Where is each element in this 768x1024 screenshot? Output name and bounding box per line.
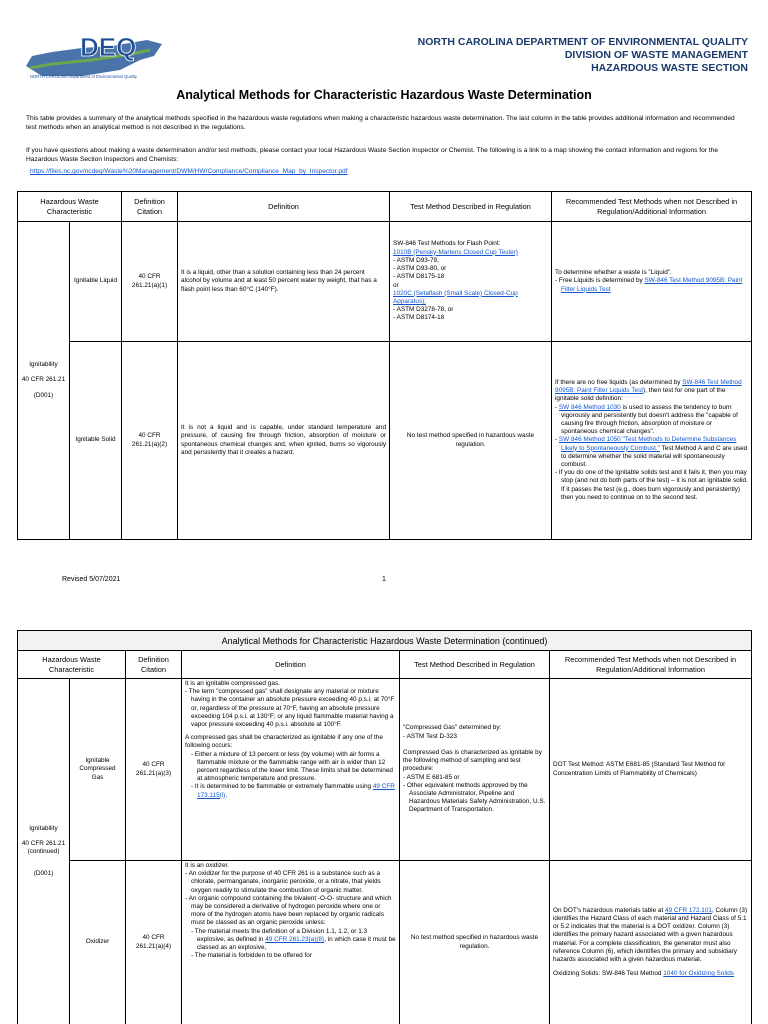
text: , in which case it must be classed as an explosive, <box>197 935 396 952</box>
logo-text: DEQ <box>80 32 137 62</box>
agency-line-1: NORTH CAROLINA DEPARTMENT OF ENVIRONMENTAL QUALITY <box>417 36 748 48</box>
text: Test Method A and C are used to determine whether the solid material will spontaneously combust. <box>561 444 748 468</box>
ignitability-continued: (continued) <box>27 848 60 855</box>
text: A compressed gas shall be characterized as ignitable if any one of the following occurs: <box>185 734 383 750</box>
table-row-oxidizer <box>18 861 752 1024</box>
ignitability-cfr: 40 CFR 261.21 <box>21 376 66 384</box>
ignitability-label: Ignitability <box>29 824 58 832</box>
table-row-ignitable-solid <box>18 342 752 540</box>
table-header-row <box>18 651 752 679</box>
header-test-method: Test Method Described in Regulation <box>390 192 552 222</box>
list-item <box>555 436 748 469</box>
oxidizer-test-method: No test method specified in hazardous waste regulation. <box>400 861 550 1024</box>
text: The material meets the definition of a Division 1.1, 1.2, or 1.3 explosive, as defined in <box>194 927 368 943</box>
header-recommended: Recommended Test Methods when not Described in Regulation/Additional Information <box>550 651 752 679</box>
revised-date: Revised 5/07/2021 <box>62 576 121 583</box>
text: ), then test for one part of the ignitable solid definition: <box>555 387 726 403</box>
method-9095b-link[interactable]: SW-846 Test Method 9095B: Paint Filter Liquids Test <box>555 378 742 395</box>
compressed-gas-type: Ignitable Compressed Gas <box>70 679 126 861</box>
ignitability-cell <box>18 679 70 1024</box>
header-characteristic: Hazardous Waste Characteristic <box>18 192 122 222</box>
list <box>403 774 546 815</box>
compressed-gas-test-method <box>400 679 550 861</box>
method-9095b-link[interactable]: SW-846 Test Method 9095B: Paint Filter Liquids Test <box>561 277 743 293</box>
compressed-gas-def-list <box>185 688 396 729</box>
compressed-gas-recommended: DOT Test Method: ASTM E681-85 (Standard Test Method for Concentration Limits of Flammability of Chemicals) <box>550 679 752 861</box>
oxidizer-def-list <box>185 870 396 927</box>
list-item: - The material is forbidden to be offered for <box>191 952 396 960</box>
list-item: - Either a mixture of 13 percent or less (by volume) with air forms a flammable mixture or the flammable range with air is wider than 12 percent regardless of the lower limit. These limits shall be determined at atmospheric temperature and pressure. <box>191 751 396 784</box>
text: It is determined to be flammable or extremely flammable using <box>194 783 372 791</box>
ignitable-liquid-type: Ignitable Liquid <box>70 222 122 342</box>
methods-table-page-1 <box>17 191 752 540</box>
solid-rec-list <box>555 404 748 502</box>
list-item: - ASTM Test D-323 <box>403 733 546 741</box>
oxidizer-recommended <box>550 861 752 1024</box>
document-title: Analytical Methods for Characteristic Hazardous Waste Determination <box>176 88 592 102</box>
method-1010b-list <box>393 257 548 282</box>
list-item: - ASTM E 681-85 or <box>403 774 546 782</box>
cfr-172-101-link[interactable]: 49 CFR 172.101 <box>665 906 712 914</box>
oxidizer-sublist <box>185 928 396 961</box>
ignitability-code: (D001) <box>33 391 54 399</box>
ignitable-liquid-test-method <box>390 222 552 342</box>
text: If there are no free liquids (as determined by <box>555 378 681 386</box>
compressed-gas-definition <box>182 679 400 861</box>
list <box>403 733 546 741</box>
cfr-261-23-link[interactable]: 49 CFR 261.23(a)(8) <box>265 935 325 943</box>
text: It is an oxidizer. <box>185 862 230 869</box>
list-item: - Other equivalent methods approved by the Associate Administrator, Pipeline and Hazardous Materials Safety Administration, U.S. Department of Transportation. <box>403 782 546 815</box>
text: , Column (3) identifies the Hazard Class of each material and Hazard Class of 5.1 or 5.2 indicates that the material is a DOT oxidizer. Column (3) identifies the primary hazard associated with a given hazardous material. For a complete classification, the generator must also reference Column (6), which identifies the primary and subsidiary hazards associated with a given hazardous material. <box>553 906 748 963</box>
list-item: - An oxidizer for the purpose of 40 CFR 261 is a substance such as a chlorate, permanganate, inorganic peroxide, or a nitrate, that yields oxygen readily to stimulate the combustion of organic matter. <box>185 870 396 895</box>
list-item: - ASTM D8174-18 <box>393 314 548 322</box>
method-1030-link[interactable]: SW 846 Method 1030 <box>558 403 621 411</box>
ignitability-cell <box>18 222 70 540</box>
ignitability-code: (D001) <box>33 870 54 878</box>
continued-title-row <box>18 631 752 651</box>
cfr-173-115-link[interactable]: 49 CFR 173.115(l) <box>197 783 395 799</box>
text: "Compressed Gas" determined by: <box>403 724 502 732</box>
text: is used to assess the tendency to burn vigorously and persistently but doesn't address the "capable of causing fire through friction, absorption of moisture or spontaneous chemical changes". <box>561 403 738 436</box>
method-1020c-list <box>393 306 548 322</box>
ignitable-solid-definition: It is not a liquid and is capable, under standard temperature and pressure, of causing fire through friction, absorption of moisture or spontaneous chemical changes and, when ignited, burns so vigorously and persistently that it creates a hazard. <box>178 342 390 540</box>
list-item: - ASTM D8175-18 <box>393 273 548 281</box>
liquid-rec-list <box>555 277 748 293</box>
ignitable-solid-test-method: No test method specified in hazardous waste regulation. <box>390 342 552 540</box>
list-item: - ASTM D93-80, or <box>393 265 548 273</box>
continued-title: Analytical Methods for Characteristic Hazardous Waste Determination (continued) <box>18 631 752 651</box>
text: On DOT's hazardous materials table at <box>553 906 664 914</box>
agency-header <box>418 36 748 75</box>
flash-point-intro: SW-846 Test Methods for Flash Point: <box>393 240 501 248</box>
agency-line-3: HAZARDOUS WASTE SECTION <box>591 62 748 74</box>
header-definition: Definition <box>178 192 390 222</box>
list-item <box>555 277 748 293</box>
table-header-row <box>18 192 752 222</box>
method-1040-link[interactable]: 1040 for Oxidizing Solids <box>663 970 734 978</box>
list-item <box>191 928 396 953</box>
page-number: 1 <box>382 576 386 583</box>
ignitability-label: Ignitability <box>29 361 58 369</box>
list-item: - If you do one of the ignitable solids test and it fails it, then you may stop (and not do both parts of the test) – it is not an ignitable solid. If it passes the test (e.g., does burn vigorously and persistently) then you need to continue on to the second test. <box>555 469 748 502</box>
list-item: - An organic compound containing the bivalent -O-O- structure and which may be considered a derivative of hydrogen peroxide where one or more of the hydrogen atoms have been replaced by organic radicals must be classed as an organic peroxide unless: <box>185 895 396 928</box>
header-citation: Definition Citation <box>122 192 178 222</box>
text: Compressed Gas is characterized as ignitable by the following method of sampling and test procedure: <box>403 748 542 773</box>
header-test-method: Test Method Described in Regulation <box>400 651 550 679</box>
ignitable-liquid-definition: It is a liquid, other than a solution containing less than 24 percent alcohol by volume and at least 50 percent water by weight, that has a flash point less than 60°C (140°F). <box>178 222 390 342</box>
rec-bullet-text: Free Liquids is determined by <box>558 277 643 285</box>
header-definition: Definition <box>182 651 400 679</box>
methods-table-page-2 <box>17 630 752 1024</box>
ignitable-solid-type: Ignitable Solid <box>70 342 122 540</box>
list-item: - ASTM D93-79, <box>393 257 548 265</box>
oxidizer-citation: 40 CFR 261.21(a)(4) <box>126 861 182 1024</box>
solid-rec-intro <box>555 379 748 404</box>
list-item: - The term "compressed gas" shall designate any material or mixture having in the container an absolute pressure exceeding 40 p.s.i. at 70°F or, regardless of the pressure at 70°F, having an absolute pressure exceeding 104 p.s.i. at 130°F; or any liquid flammable material having a vapor pressure exceeding 40 p.s.i. absolute at 100°F. <box>185 688 396 729</box>
method-1020c-link[interactable]: 1020C (Setaflash (Small Scale) Closed-Cup Apparatus); <box>393 289 518 305</box>
oxidizer-type: Oxidizer <box>70 861 126 1024</box>
text: It is an ignitable compressed gas. <box>185 680 280 687</box>
list-item: - ASTM D3278-78, or <box>393 306 548 314</box>
agency-line-2: DIVISION OF WASTE MANAGEMENT <box>564 49 748 61</box>
or-text: or <box>393 281 399 289</box>
list-item <box>555 404 748 437</box>
ignitability-cfr: 40 CFR 261.21 <box>21 839 66 847</box>
table-row-ignitable-liquid <box>18 222 752 342</box>
oxidizer-definition <box>182 861 400 1024</box>
inspector-map-link[interactable]: https://files.nc.gov/ncdeq/Waste%20Management/DWM/HW/Compliance/Compliance_Map_by_Inspector.pdf <box>30 168 348 175</box>
ignitable-liquid-citation: 40 CFR 261.21(a)(1) <box>122 222 178 342</box>
liquid-rec-text: To determine whether a waste is "Liquid". <box>555 269 672 277</box>
compressed-gas-citation: 40 CFR 261.21(a)(3) <box>126 679 182 861</box>
intro-paragraph-1: This table provides a summary of the analytical methods specified in the hazardous waste regulations when making a characteristic hazardous waste determination. The last column in the table provides additional information and recommended test methods when an analytical method is not described in the regulations. <box>26 115 735 131</box>
table-row-compressed-gas <box>18 679 752 861</box>
method-1010b-link[interactable]: 1010B (Pensky-Martens Closed Cup Tester) <box>393 248 518 256</box>
nc-map-logo-icon <box>22 26 172 82</box>
method-1050-link[interactable]: SW 846 Method 1050 "Test Methods to Determine Substances Likely to Spontaneously Combust." <box>558 436 737 452</box>
header-recommended: Recommended Test Methods when not Described in Regulation/Additional Information <box>552 192 752 222</box>
intro-paragraph-2: If you have questions about making a waste determination and/or test methods, please contact your local Hazardous Waste Section Inspector or Chemist. The following is a link to a map showing the contact information and regions for the Hazardous Waste Section Inspectors and Chemists: <box>26 147 718 163</box>
ignitable-solid-recommended <box>552 342 752 540</box>
oxidizer-rec-p1 <box>553 907 748 964</box>
compressed-gas-bullets <box>185 751 396 800</box>
ignitable-liquid-recommended <box>552 222 752 342</box>
oxidizer-rec-p2 <box>553 970 748 978</box>
ignitable-solid-citation: 40 CFR 261.21(a)(2) <box>122 342 178 540</box>
text: Oxidizing Solids: SW-846 Test Method <box>553 970 662 978</box>
list-item: - It is determined to be flammable or extremely flammable using 49 CFR 173.115(l). <box>191 783 396 799</box>
deq-logo <box>22 26 172 82</box>
header-citation: Definition Citation <box>126 651 182 679</box>
header-characteristic: Hazardous Waste Characteristic <box>18 651 126 679</box>
logo-subtext: NORTH CAROLINA Department of Environmental Quality <box>30 74 137 79</box>
